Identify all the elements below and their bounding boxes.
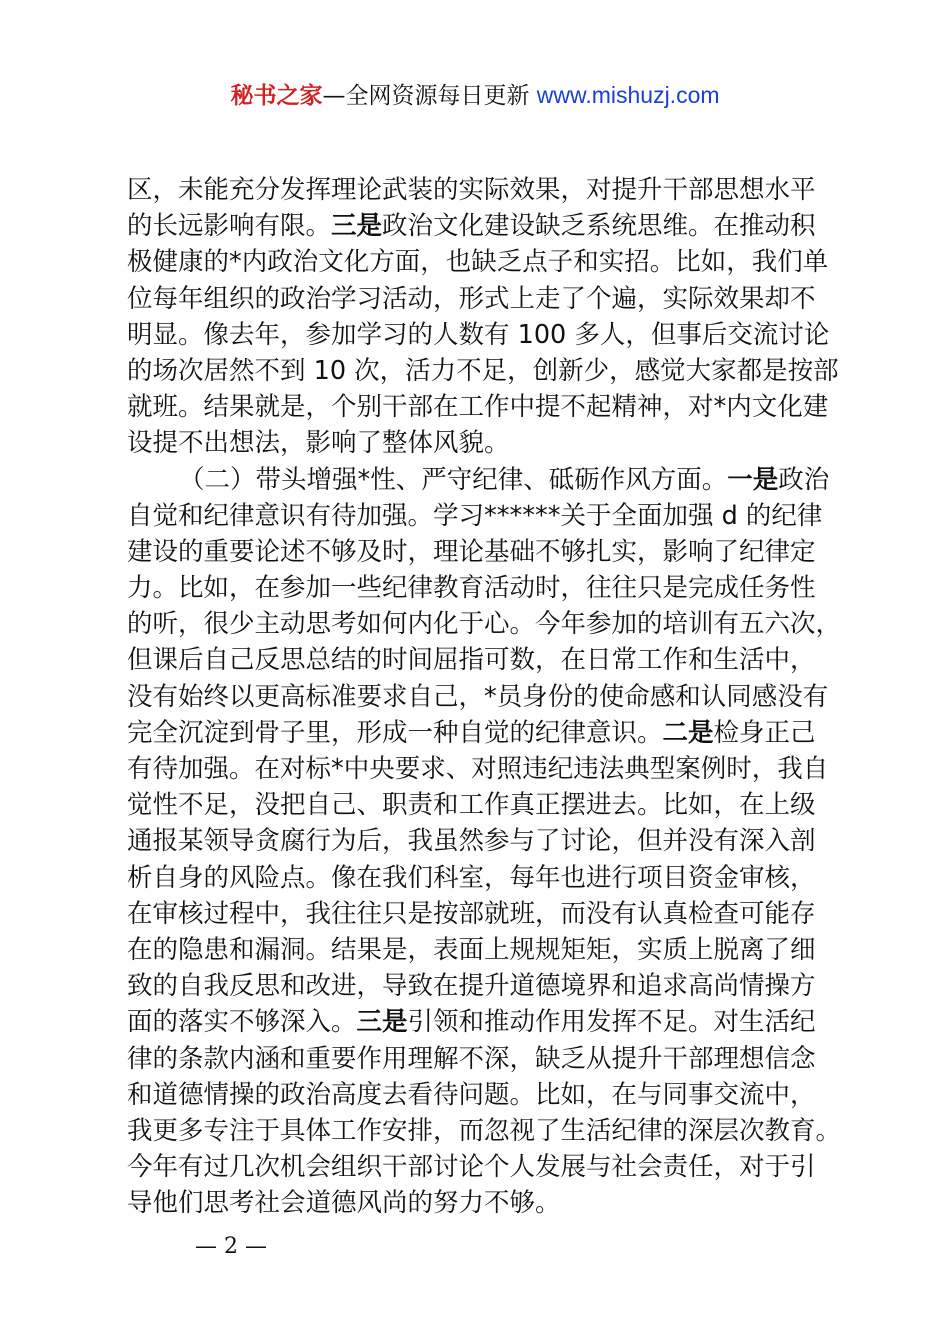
text-run: 但课后自己反思总结的时间屈指可数，在日常工作和生活中， <box>127 645 816 676</box>
bold-keyword: 三是 <box>331 211 383 242</box>
text-run: 析自身的风险点。像在我们科室，每年也进行项目资金审核， <box>127 862 816 893</box>
text-line <box>127 425 827 461</box>
text-line <box>127 823 827 859</box>
text-line <box>127 896 827 932</box>
text-line <box>127 244 827 280</box>
text-line <box>127 932 827 968</box>
text-line <box>127 715 827 751</box>
text-run: 就班。结果就是，个别干部在工作中提不起精神，对*内文化建 <box>127 392 829 423</box>
text-line <box>127 1004 827 1040</box>
text-line <box>127 317 830 353</box>
text-run: 自觉和纪律意识有待加强。学习******关于全面加强 d 的纪律 <box>127 500 823 531</box>
text-line <box>127 642 827 678</box>
text-line <box>127 462 830 498</box>
text-run: 导他们思考社会道德风尚的努力不够。 <box>127 1188 561 1219</box>
text-line <box>127 570 827 606</box>
site-tagline: —全网资源每日更新 <box>322 83 537 109</box>
text-line <box>127 860 827 896</box>
site-url-link[interactable]: www.mishuzj.com <box>536 82 720 108</box>
text-line <box>127 534 827 570</box>
text-run: 和道德情操的政治高度去看待问题。比如，在与同事交流中， <box>127 1079 816 1110</box>
bold-keyword: 二是 <box>662 717 714 748</box>
text-run: 今年有过几次机会组织干部讨论个人发展与社会责任，对于引 <box>127 1152 816 1183</box>
text-run: 觉性不足，没把自己、职责和工作真正摆进去。比如，在上级 <box>127 790 816 821</box>
text-run: 我更多专注于具体工作安排，而忽视了生活纪律的深层次教育。 <box>127 1115 842 1146</box>
text-line <box>127 281 827 317</box>
text-run: （二）带头增强*性、严守纪律、砥砺作风方面。 <box>179 464 728 495</box>
text-line <box>127 353 839 389</box>
text-run: 的长远影响有限。 <box>127 211 332 242</box>
text-line <box>127 498 827 534</box>
text-run: 政治文化建设缺乏系统思维。在推动积 <box>382 211 816 242</box>
text-line <box>127 1113 842 1149</box>
text-run: 力。比如，在参加一些纪律教育活动时，往往只是完成任务性 <box>127 573 816 604</box>
text-line <box>127 172 827 208</box>
text-run: 通报某领导贪腐行为后，我虽然参与了讨论，但并没有深入剖 <box>127 826 816 857</box>
text-run: 建设的重要论述不够及时，理论基础不够扎实，影响了纪律定 <box>127 536 816 567</box>
text-run: 有待加强。在对标*中央要求、对照违纪违法典型案例时，我自 <box>127 754 829 784</box>
text-line <box>127 606 842 642</box>
text-line <box>127 1185 827 1221</box>
text-run: 没有始终以更高标准要求自己，*员身份的使命感和认同感没有 <box>127 681 829 712</box>
document-body <box>127 172 842 1221</box>
text-line <box>127 1041 827 1077</box>
bold-keyword: 三是 <box>356 1007 408 1038</box>
text-line <box>127 787 827 823</box>
text-run: 检身正己 <box>713 717 816 748</box>
bold-keyword: 一是 <box>727 464 779 495</box>
page-number: — 2 — <box>195 1234 267 1259</box>
text-line <box>127 208 827 244</box>
text-line <box>127 1077 827 1113</box>
text-run: 律的条款内涵和重要作用理解不深，缺乏从提升干部理想信念 <box>127 1043 816 1074</box>
text-run: 位每年组织的政治学习活动，形式上走了个遍，实际效果却不 <box>127 283 816 314</box>
text-run: 设提不出想法，影响了整体风貌。 <box>127 428 510 459</box>
text-run: 完全沉淀到骨子里，形成一种自觉的纪律意识。 <box>127 717 663 748</box>
text-run: 在审核过程中，我往往只是按部就班，而没有认真检查可能存 <box>127 898 816 929</box>
text-run: 政治 <box>778 464 830 495</box>
text-line <box>127 968 827 1004</box>
text-run: 区，未能充分发挥理论武装的实际效果，对提升干部思想水平 <box>127 175 816 205</box>
text-run: 明显。像去年，参加学习的人数有 100 多人，但事后交流讨论 <box>127 319 830 350</box>
text-run: 在的隐患和漏洞。结果是，表面上规规矩矩，实质上脱离了细 <box>127 934 816 965</box>
text-run: 面的落实不够深入。 <box>127 1007 357 1038</box>
text-run: 的听，很少主动思考如何内化于心。今年参加的培训有五六次， <box>127 609 842 640</box>
text-line <box>127 751 827 787</box>
text-run: 引领和推动作用发挥不足。对生活纪 <box>407 1007 816 1038</box>
text-run: 极健康的*内政治文化方面，也缺乏点子和实招。比如，我们单 <box>127 247 829 278</box>
text-run: 致的自我反思和改进，导致在提升道德境界和追求高尚情操方 <box>127 971 816 1002</box>
text-line <box>127 1149 827 1185</box>
site-header <box>0 78 950 113</box>
text-line <box>127 679 827 715</box>
text-run: 的场次居然不到 10 次，活力不足，创新少，感觉大家都是按部 <box>127 355 839 386</box>
text-line <box>127 389 827 425</box>
site-brand: 秘书之家 <box>230 83 323 109</box>
